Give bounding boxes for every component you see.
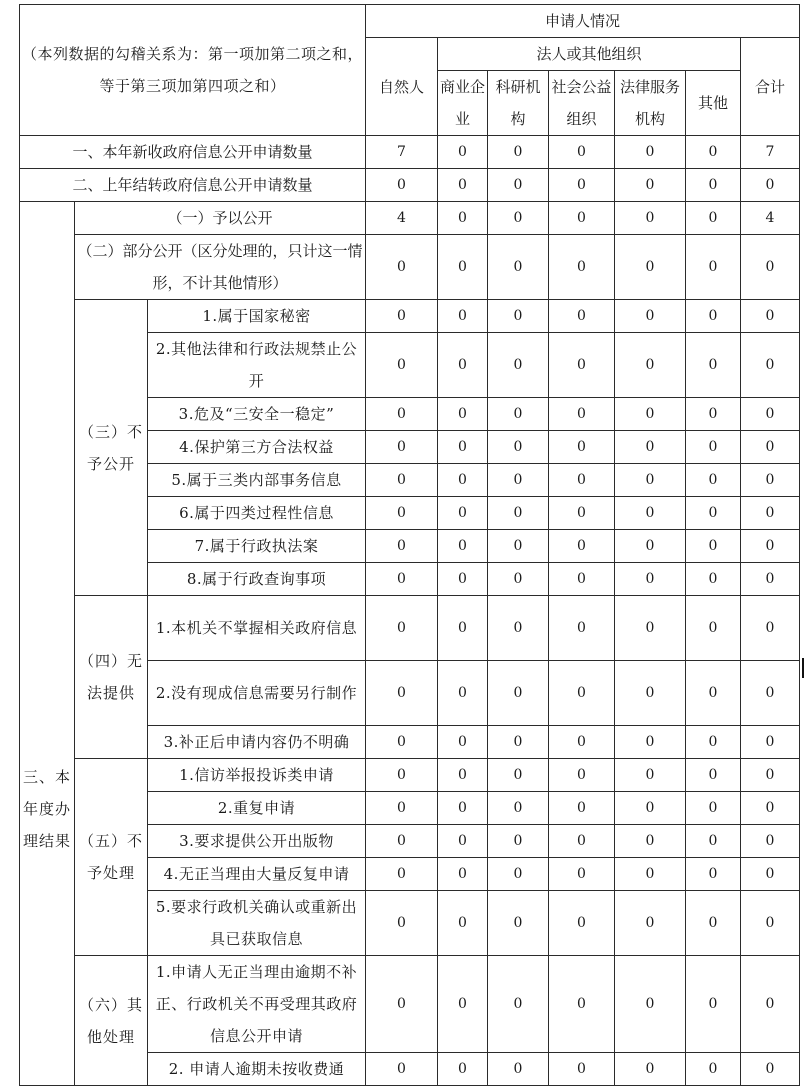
value-cell: 0	[741, 596, 800, 661]
row-label: （一）予以公开	[75, 202, 366, 235]
group-5-label: （五）不予处理	[75, 759, 148, 956]
item-label: 1.属于国家秘密	[148, 300, 366, 333]
value-cell: 7	[366, 136, 438, 169]
value-cell: 0	[366, 891, 438, 956]
value-cell: 0	[488, 169, 549, 202]
value-cell: 0	[741, 891, 800, 956]
value-cell: 0	[366, 235, 438, 300]
value-cell: 0	[438, 431, 488, 464]
value-cell: 0	[549, 464, 615, 497]
group-4-label: （四）无法提供	[75, 596, 148, 759]
value-cell: 0	[549, 333, 615, 398]
header-research: 科研机构	[488, 71, 549, 136]
value-cell: 0	[615, 891, 686, 956]
value-cell: 0	[488, 497, 549, 530]
row-label: 二、上年结转政府信息公开申请数量	[20, 169, 366, 202]
value-cell: 0	[549, 956, 615, 1053]
value-cell: 0	[366, 956, 438, 1053]
value-cell: 0	[615, 169, 686, 202]
value-cell: 0	[549, 431, 615, 464]
value-cell: 0	[488, 333, 549, 398]
value-cell: 0	[366, 333, 438, 398]
value-cell: 0	[615, 858, 686, 891]
item-label: 7.属于行政执法案	[148, 530, 366, 563]
value-cell: 0	[366, 431, 438, 464]
value-cell: 0	[549, 792, 615, 825]
value-cell: 0	[686, 858, 741, 891]
item-label: 1.申请人无正当理由逾期不补正、行政机关不再受理其政府信息公开申请	[148, 956, 366, 1053]
header-business: 商业企业	[438, 71, 488, 136]
value-cell: 0	[686, 431, 741, 464]
value-cell: 0	[488, 596, 549, 661]
item-label: 4.保护第三方合法权益	[148, 431, 366, 464]
value-cell: 0	[366, 596, 438, 661]
value-cell: 0	[438, 202, 488, 235]
value-cell: 0	[366, 530, 438, 563]
value-cell: 0	[741, 497, 800, 530]
text-cursor-mark	[802, 658, 804, 678]
value-cell: 0	[488, 202, 549, 235]
value-cell: 0	[686, 661, 741, 726]
value-cell: 0	[615, 563, 686, 596]
value-cell: 0	[615, 759, 686, 792]
value-cell: 0	[488, 530, 549, 563]
table-row	[20, 202, 800, 235]
header-total: 合计	[741, 38, 800, 136]
value-cell: 0	[549, 530, 615, 563]
value-cell: 0	[741, 825, 800, 858]
item-label: 2. 申请人逾期未按收费通	[148, 1053, 366, 1086]
value-cell: 0	[366, 398, 438, 431]
value-cell: 0	[438, 563, 488, 596]
value-cell: 0	[741, 530, 800, 563]
value-cell: 0	[438, 497, 488, 530]
value-cell: 0	[549, 1053, 615, 1086]
value-cell: 0	[438, 333, 488, 398]
value-cell: 0	[488, 858, 549, 891]
value-cell: 0	[549, 596, 615, 661]
value-cell: 0	[615, 596, 686, 661]
value-cell: 0	[366, 300, 438, 333]
value-cell: 0	[615, 431, 686, 464]
value-cell: 0	[488, 792, 549, 825]
value-cell: 0	[366, 1053, 438, 1086]
item-label: 2.其他法律和行政法规禁止公开	[148, 333, 366, 398]
value-cell: 0	[686, 333, 741, 398]
row-label: （二）部分公开（区分处理的，只计这一情形，不计其他情形）	[75, 235, 366, 300]
value-cell: 0	[438, 891, 488, 956]
value-cell: 0	[741, 1053, 800, 1086]
value-cell: 0	[438, 825, 488, 858]
value-cell: 0	[549, 235, 615, 300]
value-cell: 0	[741, 792, 800, 825]
value-cell: 0	[366, 661, 438, 726]
item-label: 2.重复申请	[148, 792, 366, 825]
value-cell: 0	[549, 891, 615, 956]
value-cell: 0	[488, 464, 549, 497]
value-cell: 0	[488, 825, 549, 858]
value-cell: 0	[549, 202, 615, 235]
value-cell: 0	[488, 726, 549, 759]
value-cell: 0	[686, 825, 741, 858]
header-public-welfare: 社会公益组织	[549, 71, 615, 136]
value-cell: 0	[686, 300, 741, 333]
value-cell: 0	[366, 464, 438, 497]
value-cell: 0	[438, 726, 488, 759]
item-label: 8.属于行政查询事项	[148, 563, 366, 596]
value-cell: 0	[488, 235, 549, 300]
item-label: 5.要求行政机关确认或重新出具已获取信息	[148, 891, 366, 956]
value-cell: 0	[741, 431, 800, 464]
value-cell: 0	[438, 530, 488, 563]
table-row	[20, 235, 800, 300]
value-cell: 0	[366, 497, 438, 530]
item-label: 5.属于三类内部事务信息	[148, 464, 366, 497]
value-cell: 0	[549, 563, 615, 596]
value-cell: 0	[741, 563, 800, 596]
item-label: 3.危及“三安全一稳定”	[148, 398, 366, 431]
item-label: 2.没有现成信息需要另行制作	[148, 661, 366, 726]
item-label: 3.要求提供公开出版物	[148, 825, 366, 858]
header-applicant: 申请人情况	[366, 5, 800, 38]
value-cell: 0	[615, 235, 686, 300]
value-cell: 7	[741, 136, 800, 169]
value-cell: 0	[615, 1053, 686, 1086]
value-cell: 0	[549, 300, 615, 333]
value-cell: 0	[438, 759, 488, 792]
header-natural-person: 自然人	[366, 38, 438, 136]
value-cell: 0	[366, 563, 438, 596]
value-cell: 0	[686, 136, 741, 169]
value-cell: 0	[488, 1053, 549, 1086]
value-cell: 0	[438, 792, 488, 825]
row-label: 一、本年新收政府信息公开申请数量	[20, 136, 366, 169]
value-cell: 0	[686, 169, 741, 202]
value-cell: 0	[615, 398, 686, 431]
value-cell: 0	[366, 169, 438, 202]
value-cell: 0	[438, 596, 488, 661]
table-row	[20, 169, 800, 202]
disclosure-stats-table	[19, 4, 800, 1086]
value-cell: 0	[615, 333, 686, 398]
value-cell: 0	[686, 759, 741, 792]
value-cell: 0	[686, 202, 741, 235]
value-cell: 0	[488, 563, 549, 596]
value-cell: 0	[686, 497, 741, 530]
header-other: 其他	[686, 71, 741, 136]
value-cell: 0	[686, 530, 741, 563]
value-cell: 0	[615, 726, 686, 759]
section-3-label: 三、本年度办理结果	[20, 202, 75, 1086]
value-cell: 0	[438, 169, 488, 202]
value-cell: 4	[366, 202, 438, 235]
value-cell: 0	[438, 398, 488, 431]
value-cell: 0	[741, 726, 800, 759]
value-cell: 0	[741, 235, 800, 300]
value-cell: 0	[438, 464, 488, 497]
value-cell: 0	[488, 891, 549, 956]
value-cell: 0	[686, 235, 741, 300]
value-cell: 0	[438, 300, 488, 333]
value-cell: 0	[438, 661, 488, 726]
value-cell: 0	[686, 792, 741, 825]
value-cell: 0	[686, 596, 741, 661]
value-cell: 0	[488, 300, 549, 333]
value-cell: 0	[438, 1053, 488, 1086]
value-cell: 0	[488, 759, 549, 792]
value-cell: 0	[488, 661, 549, 726]
value-cell: 0	[615, 497, 686, 530]
value-cell: 0	[549, 497, 615, 530]
value-cell: 0	[741, 661, 800, 726]
value-cell: 0	[686, 563, 741, 596]
item-label: 3.补正后申请内容仍不明确	[148, 726, 366, 759]
value-cell: 0	[438, 235, 488, 300]
value-cell: 0	[488, 136, 549, 169]
value-cell: 0	[549, 661, 615, 726]
value-cell: 0	[741, 759, 800, 792]
value-cell: 0	[615, 530, 686, 563]
value-cell: 0	[615, 202, 686, 235]
item-label: 1.信访举报投诉类申请	[148, 759, 366, 792]
header-legal-group: 法人或其他组织	[438, 38, 741, 71]
value-cell: 0	[615, 661, 686, 726]
group-3-label: （三）不予公开	[75, 300, 148, 596]
header-legal-service: 法律服务机构	[615, 71, 686, 136]
value-cell: 0	[438, 858, 488, 891]
value-cell: 0	[686, 1053, 741, 1086]
value-cell: 0	[488, 398, 549, 431]
value-cell: 0	[615, 956, 686, 1053]
group-6-label: （六）其他处理	[75, 956, 148, 1086]
value-cell: 0	[686, 891, 741, 956]
value-cell: 0	[741, 333, 800, 398]
value-cell: 0	[741, 169, 800, 202]
value-cell: 0	[686, 464, 741, 497]
value-cell: 0	[549, 858, 615, 891]
value-cell: 0	[549, 726, 615, 759]
value-cell: 0	[615, 825, 686, 858]
value-cell: 0	[549, 825, 615, 858]
value-cell: 0	[549, 759, 615, 792]
value-cell: 0	[615, 464, 686, 497]
value-cell: 4	[741, 202, 800, 235]
value-cell: 0	[741, 300, 800, 333]
value-cell: 0	[741, 464, 800, 497]
value-cell: 0	[488, 431, 549, 464]
value-cell: 0	[549, 136, 615, 169]
item-label: 6.属于四类过程性信息	[148, 497, 366, 530]
item-label: 1.本机关不掌握相关政府信息	[148, 596, 366, 661]
value-cell: 0	[438, 956, 488, 1053]
value-cell: 0	[741, 858, 800, 891]
value-cell: 0	[686, 726, 741, 759]
value-cell: 0	[741, 398, 800, 431]
value-cell: 0	[488, 956, 549, 1053]
value-cell: 0	[366, 858, 438, 891]
value-cell: 0	[549, 398, 615, 431]
value-cell: 0	[686, 398, 741, 431]
value-cell: 0	[366, 759, 438, 792]
value-cell: 0	[615, 136, 686, 169]
value-cell: 0	[615, 300, 686, 333]
value-cell: 0	[549, 169, 615, 202]
value-cell: 0	[741, 956, 800, 1053]
item-label: 4.无正当理由大量反复申请	[148, 858, 366, 891]
value-cell: 0	[686, 956, 741, 1053]
value-cell: 0	[438, 136, 488, 169]
header-note: （本列数据的勾稽关系为：第一项加第二项之和，等于第三项加第四项之和）	[20, 5, 366, 136]
table-row	[20, 136, 800, 169]
value-cell: 0	[366, 792, 438, 825]
value-cell: 0	[366, 726, 438, 759]
value-cell: 0	[615, 792, 686, 825]
value-cell: 0	[366, 825, 438, 858]
